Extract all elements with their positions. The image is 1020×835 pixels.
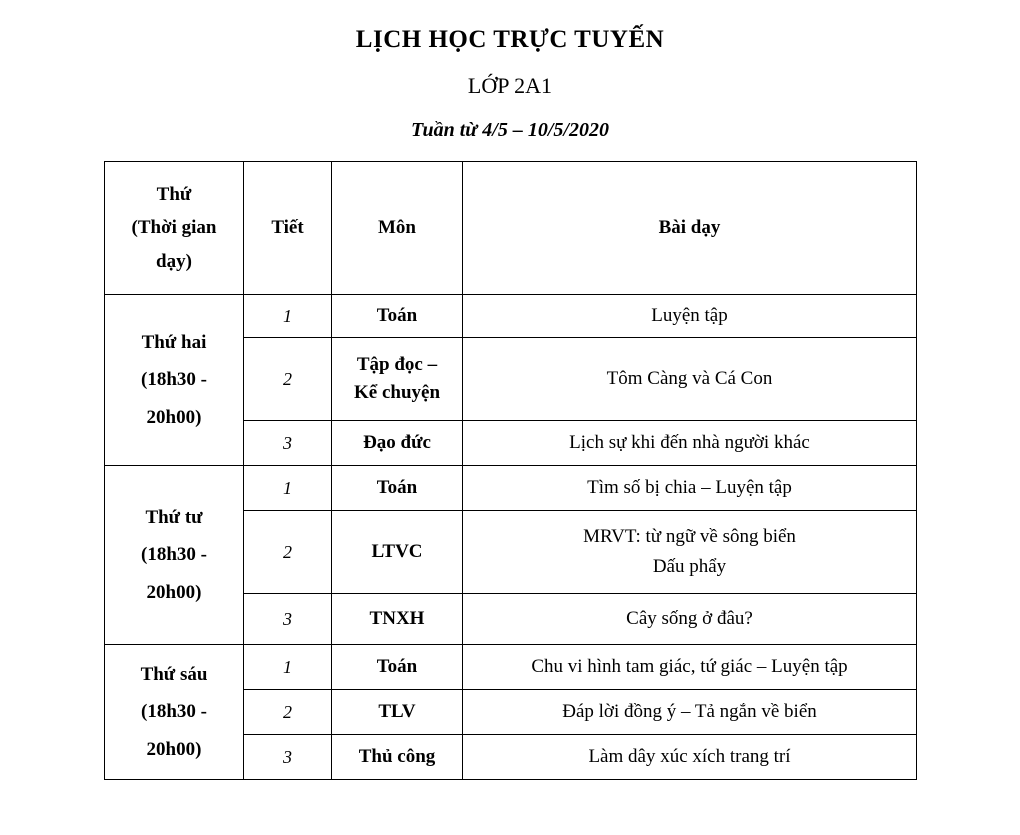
column-header-period: Tiết [244, 162, 332, 295]
lesson-line1: Tìm số bị chia – Luyện tập [587, 476, 792, 498]
subject-cell [332, 645, 463, 690]
lesson-line2: Dấu phẩy [652, 556, 727, 577]
document-page [0, 26, 1020, 835]
day-time-line2: 20h00) [146, 581, 202, 603]
lesson-cell [463, 511, 917, 594]
table-header-row [105, 162, 917, 295]
period-cell: 1 [244, 295, 332, 338]
class-subtitle: LỚP 2A1 [467, 73, 553, 98]
lesson-cell [463, 735, 917, 780]
lesson-line1: Cây sống ở đâu? [626, 607, 753, 629]
column-header-day-line2: (Thời gian [131, 217, 217, 239]
subject-line1: Thủ công [358, 746, 436, 768]
lesson-cell [463, 421, 917, 466]
day-name: Thứ hai [141, 332, 207, 354]
lesson-cell [463, 466, 917, 511]
subject-cell [332, 421, 463, 466]
lesson-line1: Luyện tập [651, 304, 728, 326]
lesson-line1: Lịch sự khi đến nhà người khác [569, 431, 810, 453]
day-time-line1: (18h30 - [141, 369, 207, 391]
week-range: Tuần từ 4/5 – 10/5/2020 [411, 119, 609, 141]
day-cell-friday [105, 645, 244, 780]
table-row [105, 466, 917, 511]
day-time-line2: 20h00) [146, 738, 202, 760]
day-cell-monday [105, 295, 244, 466]
period-cell: 2 [244, 690, 332, 735]
column-header-lesson: Bài dạy [463, 162, 917, 295]
subject-line1: TLV [378, 701, 416, 723]
subject-line1: Đạo đức [363, 432, 431, 454]
subject-cell [332, 511, 463, 594]
period-cell: 2 [244, 511, 332, 594]
subject-cell [332, 466, 463, 511]
lesson-cell [463, 690, 917, 735]
lesson-line1: MRVT: từ ngữ về sông biển [583, 525, 796, 547]
subject-line1: LTVC [371, 541, 423, 563]
lesson-line1: Tôm Càng và Cá Con [606, 367, 773, 389]
lesson-cell [463, 594, 917, 645]
lesson-line1: Chu vi hình tam giác, tứ giác – Luyện tập [531, 655, 848, 677]
table-row [105, 295, 917, 338]
subject-line1: Toán [376, 477, 418, 499]
table-row [105, 645, 917, 690]
subject-line1: Toán [376, 656, 418, 678]
lesson-line1: Làm dây xúc xích trang trí [588, 745, 791, 767]
subject-line2: Kể chuyện [353, 382, 441, 403]
schedule-table-wrapper [104, 161, 916, 780]
lesson-cell [463, 645, 917, 690]
page-title: LỊCH HỌC TRỰC TUYẾN [355, 26, 665, 53]
subject-cell [332, 690, 463, 735]
subject-cell [332, 735, 463, 780]
column-header-subject: Môn [332, 162, 463, 295]
period-cell: 1 [244, 645, 332, 690]
day-time-line1: (18h30 - [141, 701, 207, 723]
lesson-line1: Đáp lời đồng ý – Tả ngắn về biển [562, 700, 817, 722]
period-cell: 3 [244, 594, 332, 645]
period-cell: 3 [244, 421, 332, 466]
day-cell-wednesday [105, 466, 244, 645]
subject-line1: Toán [376, 305, 418, 327]
day-name: Thứ tư [145, 507, 203, 529]
day-time-line2: 20h00) [146, 406, 202, 428]
schedule-table [104, 161, 917, 780]
subject-line1: TNXH [369, 608, 425, 630]
period-cell: 2 [244, 338, 332, 421]
subject-cell [332, 338, 463, 421]
period-cell: 3 [244, 735, 332, 780]
subject-line1: Tập đọc – [356, 354, 438, 376]
column-header-day-line3: dạy) [156, 250, 192, 272]
day-name: Thứ sáu [140, 664, 208, 686]
lesson-cell [463, 338, 917, 421]
subject-cell [332, 295, 463, 338]
column-header-day-line1: Thứ [156, 184, 192, 206]
column-header-day [105, 162, 244, 295]
period-cell: 1 [244, 466, 332, 511]
day-time-line1: (18h30 - [141, 544, 207, 566]
lesson-cell [463, 295, 917, 338]
subject-cell [332, 594, 463, 645]
